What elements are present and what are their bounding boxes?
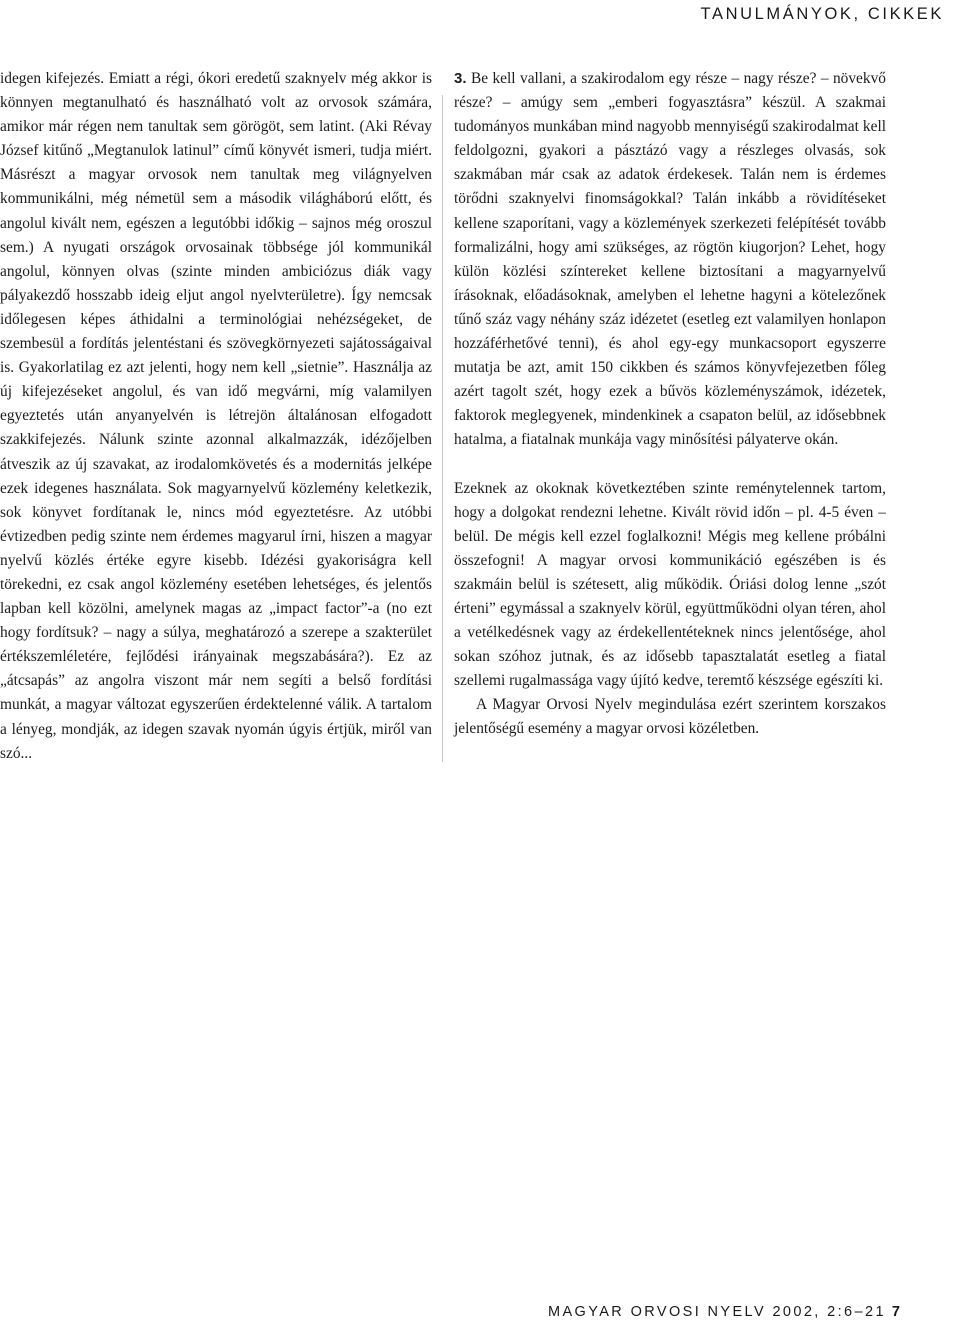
- journal-citation: MAGYAR ORVOSI NYELV 2002, 2:6–21: [547, 1304, 886, 1320]
- left-column-paragraph: idegen kifejezés. Emiatt a régi, ókori eredetű szaknyelv még akkor is könnyen megtanulható és használható volt az orvosok számára, amikor már régen nem tanultak sem görögöt, sem latint. (Aki Révay József kitűnő „Megtanulok latinul” című könyvét ismeri, tudja miért. Másrészt a magyar orvosok nem tanultak meg világnyelven kommunikálni, még németül sem a második világháború előtt, és angolul kivált nem, egészen a legutóbbi időkig – sajnos még oroszul sem.) A nyugati országok orvosainak többsége jól kommunikál angolul, könnyen olvas (szinte minden ambiciózus diák vagy pályakezdő hosszabb ideig eljut angol nyelvterületre). Így nemcsak időlegesen képes áthidalni a terminológiai nehézségeket, de szembesül a fordítás jelentéstani és szövegkörnyezeti sajátosságaival is. Gyakorlatilag ez azt jelenti, hogy nem kell „sietnie”. Használja az új kifejezéseket angolul, és van idő megvárni, míg valamilyen egyeztetés után anyanyelvén is létrejön általánosan elfogadott szakkifejezés. Nálunk szinte azonnal alkalmazzák, idézőjelben átveszik az új szavakat, az irodalomkövetés és a modernitás jelképe ezek idegenes használata. Sok magyarnyelvű közlemény keletkezik, sok könyvet fordítanak le, nincs mód egyeztetésre. Az utóbbi évtizedben pedig szinte nem érdemes magyarul írni, hiszen a magyar nyelvű közlés értéke egyre kisebb. Idézési gyakoriságra kell törekedni, ez csak angol közlemény esetében lehetséges, és jelentős lapban kell közölni, amelynek magas az „impact factor”-a (no ezt hogy fordítsuk? – nagy a súlya, meghatározó a szerepe a szakterület értékszemléletére, fejlődési irányainak megszabására?). Ez az „átcsapás” az angolra viszont már nem segíti a belső fordítási munkát, a magyar változat egyszerűen érdektelenné válik. A tartalom a lényeg, mondják, az idegen szavak nyomán úgyis értjük, miről van szó...: [0, 70, 432, 762]
- right-column: [454, 67, 886, 742]
- column-divider: [442, 95, 443, 762]
- list-item-text: Be kell vallani, a szakirodalom egy része – nagy része? – növekvő része? – amúgy sem „emberi fogyasztásra” készül. A szakmai tudományos munkában mind nagyobb mennyiségű szakirodalmat kell feldolgozni, gyakori a pásztázó vagy a részleges olvasás, sok szakmában már csak az adatok érdekesek. Talán nem is érdemes törődni szaknyelvi finomságokkal? Talán inkább a rövidítéseket kellene szaporítani, vagy a közlemények szerkezeti felépítését tovább formalizálni, hogy ami szükséges, az rögtön kiugorjon? Lehet, hogy külön közlési színtereket kellene biztosítani a magyarnyelvű írásoknak, előadásoknak, amelyben el lehetne hagyni a kötelezőnek tűnő száz vagy néhány száz idézetet (esetleg ezt valamilyen honlapon hozzáférhetővé tenni), és ahol egy-egy munkacsoport egyszerre mutatja be azt, amit 150 cikkben és számos könyvfejezetben főleg azért tagolt szét, hogy ezek a bűvös közleményszámok, idézetek, faktorok meglegyenek, mindenkinek a csapaton belül, az idősebbnek hatalma, a fiatalnak munkája vagy minősítési pályaterve okán.: [454, 70, 886, 449]
- page-footer: [548, 1304, 900, 1320]
- page-number: 7: [891, 1304, 900, 1320]
- running-head: TANULMÁNYOK, CIKKEK: [700, 5, 944, 23]
- list-item-3: [454, 67, 886, 453]
- left-column: [0, 67, 432, 766]
- right-column-paragraph-2: Ezeknek az okoknak következtében szinte reménytelennek tartom, hogy a dolgokat rendezni lehetne. Kivált rövid időn – pl. 4-5 éven – belül. De mégis kell ezzel foglalkozni! Mégis meg kellene próbálni összefogni! A magyar orvosi kommunikáció egészében is és szakmáin belül is szétesett, alig működik. Óriási dolog lenne „szót érteni” egymással a szaknyelv körül, együttműködni olyan téren, ahol a vetélkedésnek vagy az érdekellentéteknek nincs jelentősége, ahol sokan szóhoz jutnak, és az idősebb tapasztalatát esetleg a fiatal szellemi rugalmassága vagy újító kedve, teremtő készsége egészíti ki.: [454, 479, 886, 690]
- right-column-paragraph-3: A Magyar Orvosi Nyelv megindulása ezért szerintem korszakos jelentőségű esemény a magyar orvosi közéletben.: [454, 696, 886, 738]
- list-item-number: 3.: [454, 70, 467, 87]
